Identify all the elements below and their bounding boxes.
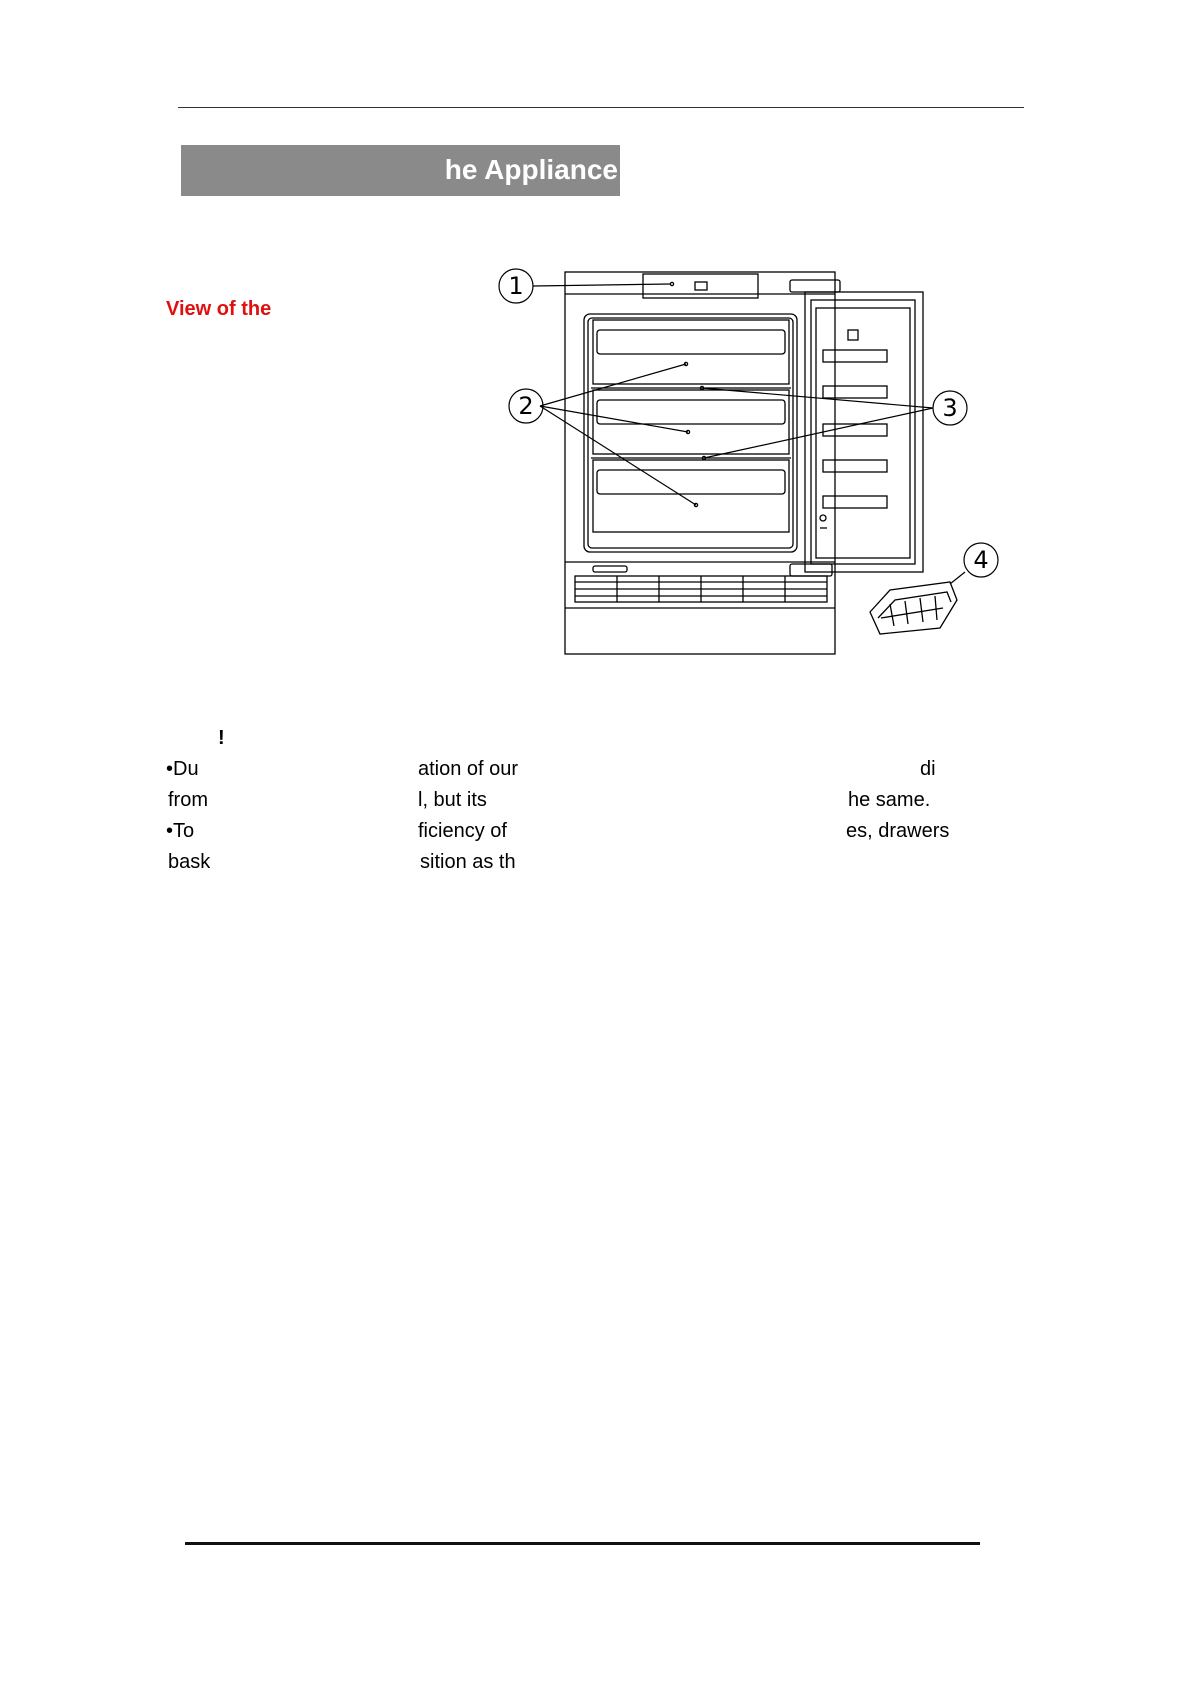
note-line-2-b: l, but its — [418, 789, 487, 811]
header-rule — [178, 107, 1024, 108]
note-line-4-a: bask — [168, 851, 211, 873]
footer-rule — [185, 1542, 980, 1545]
note-line-2-c: he same. — [848, 789, 931, 811]
callout-labels — [508, 272, 988, 574]
view-subtitle: View of the — [166, 298, 272, 320]
note-line-1-b: ation of our — [418, 758, 519, 780]
freezer-cabinet — [565, 272, 957, 654]
note-line-2-a: from — [168, 789, 208, 811]
callout-4: 4 — [973, 546, 989, 574]
note-line-3-a: •To — [166, 820, 195, 842]
note-line-1-c: di — [920, 758, 936, 780]
callout-2: 2 — [518, 392, 534, 420]
callout-1: 1 — [508, 272, 524, 300]
note-line-3-b: ficiency of — [418, 820, 507, 842]
note-line-3-c: es, drawers — [846, 820, 950, 842]
note-mark: ! — [218, 727, 225, 749]
note-line-4-b: sition as th — [420, 851, 516, 873]
section-banner — [181, 145, 620, 196]
callout-3: 3 — [942, 394, 958, 422]
section-title: he Appliance — [444, 154, 618, 185]
note-line-1-a: •Du — [166, 758, 199, 780]
appliance-diagram — [495, 262, 1005, 662]
